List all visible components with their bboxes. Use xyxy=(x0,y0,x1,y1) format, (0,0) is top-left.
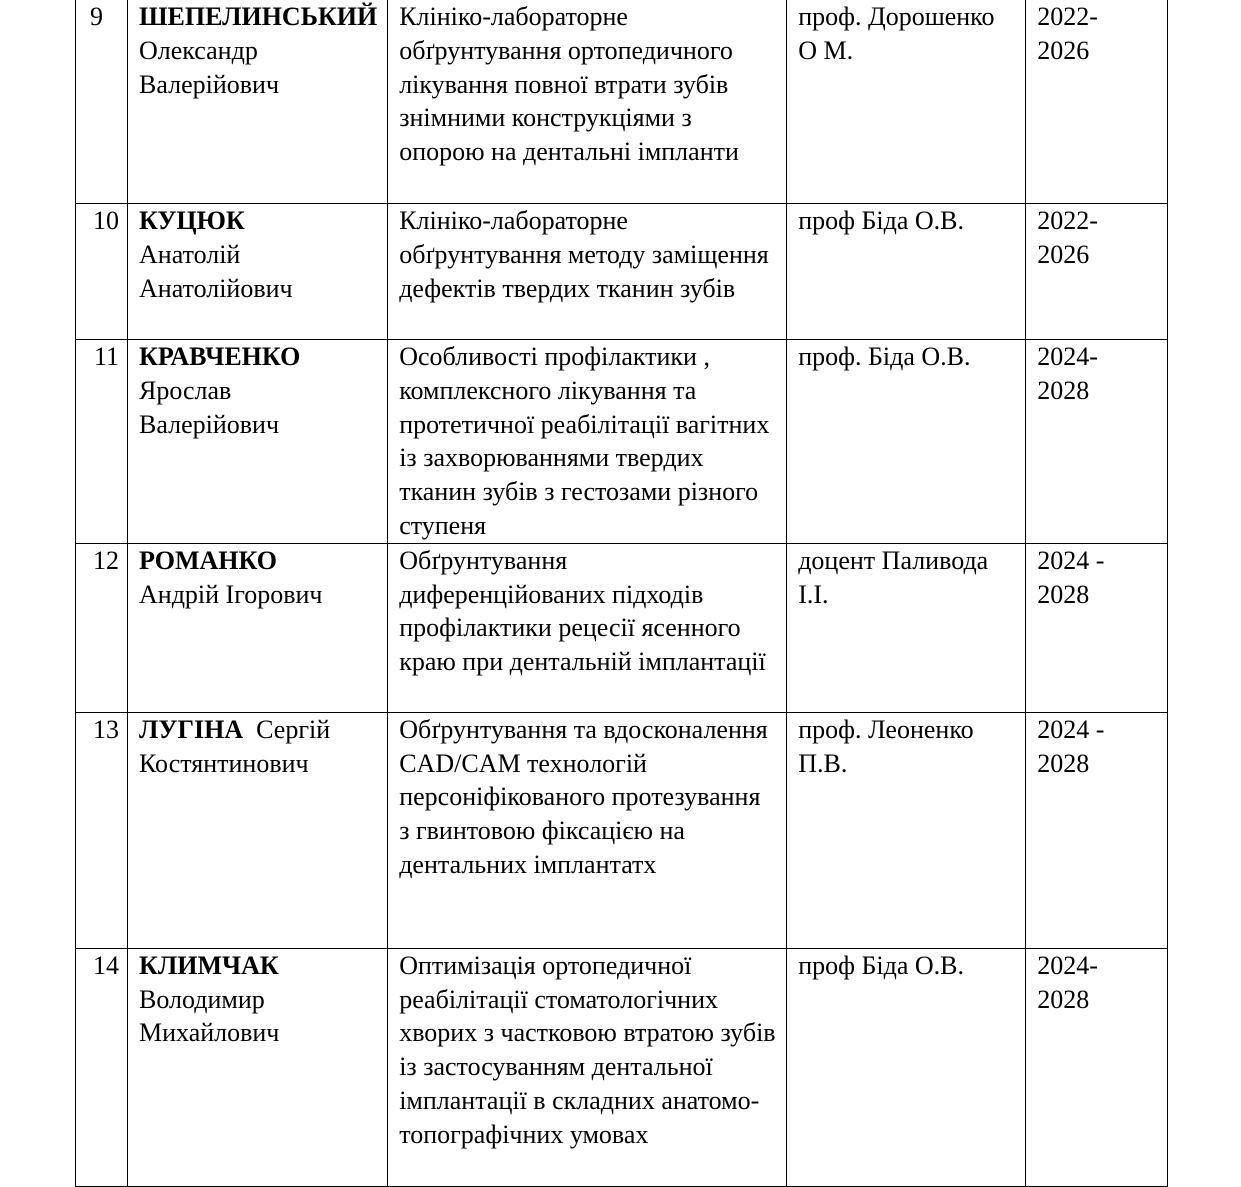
years-start: 2022- xyxy=(1037,2,1098,31)
supervisor: проф Біда О.В. xyxy=(787,204,1026,340)
research-topic: Клініко-лабораторне обґрунтування ортопедичного лікування повної втрати зубів знімними конструкціями з опорою на дентальні імпланти xyxy=(388,0,787,204)
research-topic: Оптимізація ортопедичної реабілітації стоматологічних хворих з частковою втратою зубів із застосуванням дентальної імплантації в складних анатомо-топографічних умовах xyxy=(388,948,787,1186)
person-cell xyxy=(128,0,388,204)
table-row xyxy=(76,712,1168,948)
row-number: 14 xyxy=(76,948,128,1186)
years-end: 2028 xyxy=(1037,748,1090,778)
research-topic: Обґрунтування диференційованих підходів профілактики рецесії ясенного краю при дентальній імплантації xyxy=(388,543,787,712)
research-topic: Клініко-лабораторне обґрунтування методу заміщення дефектів твердих тканин зубів xyxy=(388,204,787,340)
person-patronymic: Михайлович xyxy=(139,1018,280,1048)
person-given-name: Сергій xyxy=(256,714,331,744)
person-surname: КЛИМЧАК xyxy=(139,950,279,980)
supervisor: проф Біда О.В. xyxy=(787,948,1026,1186)
row-number: 9 xyxy=(76,0,128,204)
person-cell xyxy=(128,204,388,340)
years-end: 2028 xyxy=(1037,579,1090,609)
study-years xyxy=(1026,0,1168,204)
research-topic: Обґрунтування та вдосконалення CAD/CAM технологій персоніфікованого протезування з гвинтовою фіксацією на дентальних імплантатх xyxy=(388,712,787,948)
person-surname: КУЦЮК xyxy=(139,206,245,235)
study-years xyxy=(1026,948,1168,1186)
years-end: 2028 xyxy=(1037,984,1090,1014)
person-surname: КРАВЧЕНКО xyxy=(139,342,301,371)
study-years xyxy=(1026,204,1168,340)
study-years xyxy=(1026,712,1168,948)
person-given-name: Анатолій xyxy=(139,239,241,269)
table-row xyxy=(76,204,1168,340)
person-patronymic: Анатолійович xyxy=(139,273,293,303)
person-given-name: Олександр xyxy=(139,35,258,65)
supervisor: проф. Леоненко П.В. xyxy=(787,712,1026,948)
person-patronymic: Костянтинович xyxy=(139,748,309,778)
study-years xyxy=(1026,543,1168,712)
research-topics-table xyxy=(75,0,1168,1187)
study-years xyxy=(1026,340,1168,544)
person-cell xyxy=(128,948,388,1186)
person-surname: ШЕПЕЛИНСЬКИЙ xyxy=(139,2,378,31)
row-number: 13 xyxy=(76,712,128,948)
person-cell xyxy=(128,340,388,544)
row-number: 10 xyxy=(76,204,128,340)
years-end: 2026 xyxy=(1037,239,1090,269)
person-cell xyxy=(128,712,388,948)
table-row xyxy=(76,0,1168,204)
person-patronymic: Валерійович xyxy=(139,69,280,99)
person-given-name: Володимир xyxy=(139,984,265,1014)
row-number: 11 xyxy=(76,340,128,544)
row-number: 12 xyxy=(76,543,128,712)
person-given-name: Андрій Ігорович xyxy=(139,579,323,609)
years-start: 2024- xyxy=(1037,950,1098,980)
person-surname: РОМАНКО xyxy=(139,545,277,575)
table-row xyxy=(76,340,1168,544)
table-row xyxy=(76,543,1168,712)
years-end: 2028 xyxy=(1037,375,1090,405)
years-start: 2024 - xyxy=(1037,545,1105,575)
person-patronymic: Валерійович xyxy=(139,409,280,439)
years-start: 2022- xyxy=(1037,206,1098,235)
table-row xyxy=(76,948,1168,1186)
supervisor: доцент Паливода І.І. xyxy=(787,543,1026,712)
years-start: 2024 - xyxy=(1037,714,1105,744)
research-topic: Особливості профілактики , комплексного лікування та протетичної реабілітації вагітних із захворюваннями твердих тканин зубів з гестозами різного ступеня xyxy=(388,340,787,544)
person-surname: ЛУГІНА xyxy=(139,714,244,744)
years-end: 2026 xyxy=(1037,35,1090,65)
supervisor: проф. Біда О.В. xyxy=(787,340,1026,544)
supervisor: проф. Дорошенко О М. xyxy=(787,0,1026,204)
person-cell xyxy=(128,543,388,712)
years-start: 2024- xyxy=(1037,342,1098,371)
person-given-name: Ярослав xyxy=(139,375,232,405)
